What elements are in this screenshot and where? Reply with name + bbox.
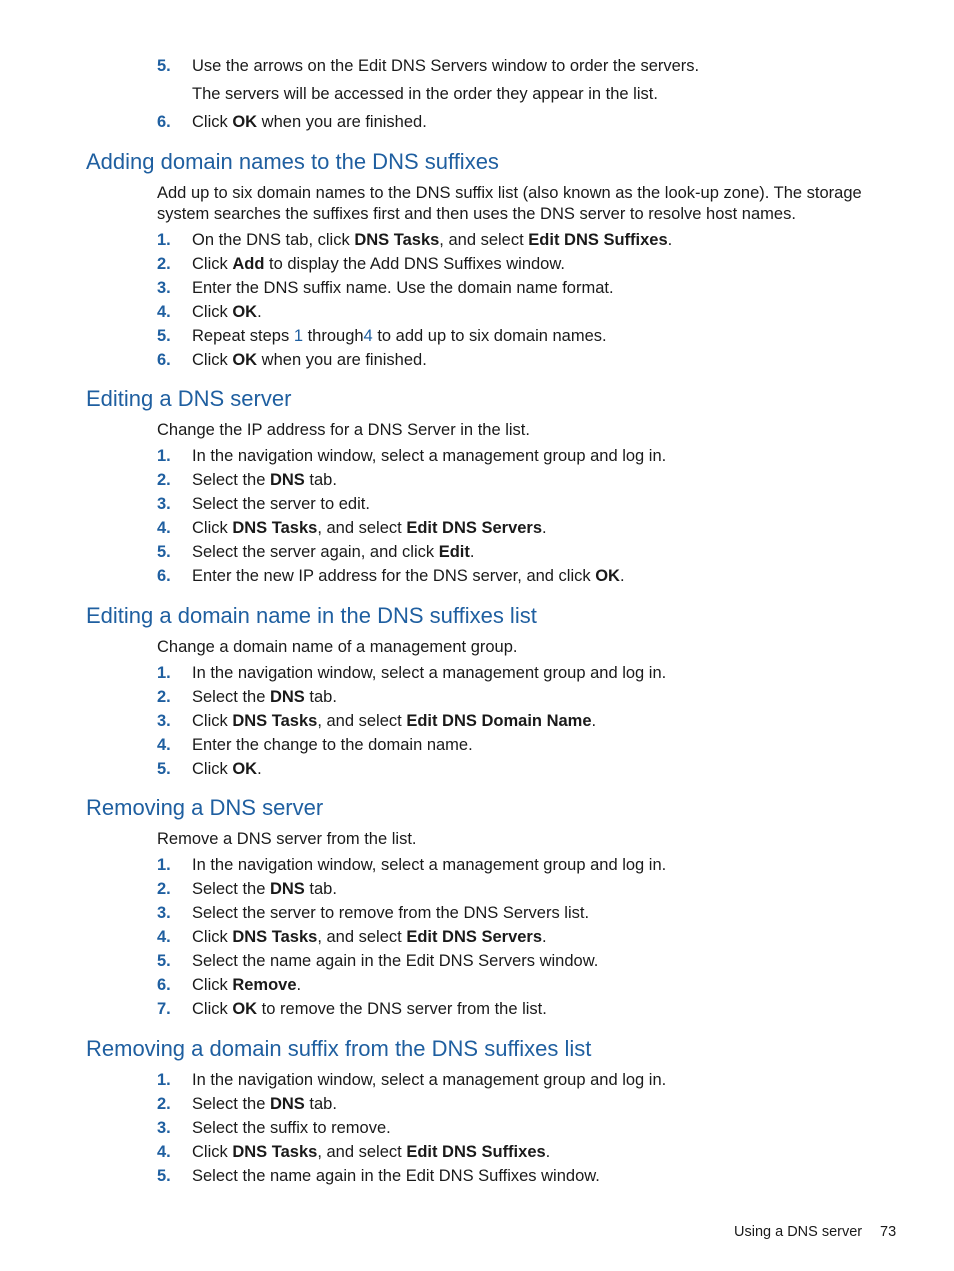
step-number: 4. [157, 1143, 171, 1161]
step-text: Use the arrows on the Edit DNS Servers window to order the servers. [192, 57, 700, 75]
step-text: Click Add to display the Add DNS Suffixes window. [192, 255, 565, 273]
step-text: Enter the change to the domain name. [192, 736, 473, 754]
step-number: 3. [157, 279, 171, 297]
step-text: Enter the new IP address for the DNS server, and click OK. [192, 567, 625, 585]
step-text: Click DNS Tasks, and select Edit DNS Domain Name. [192, 712, 597, 730]
step-text: Select the DNS tab. [192, 471, 337, 489]
step-number: 7. [157, 1000, 171, 1018]
step-text: Click OK to remove the DNS server from the list. [192, 1000, 547, 1018]
step-text: Enter the DNS suffix name. Use the domain name format. [192, 279, 614, 297]
step-number: 1. [157, 231, 171, 249]
step-number: 6. [157, 976, 171, 994]
step-number: 2. [157, 255, 171, 273]
section-description: Change the IP address for a DNS Server in the list. [157, 421, 530, 439]
step-text: Select the server to remove from the DNS Servers list. [192, 904, 590, 922]
step-text: Click OK when you are finished. [192, 113, 427, 131]
step-text: Select the DNS tab. [192, 688, 337, 706]
step-number: 4. [157, 928, 171, 946]
step-number: 2. [157, 471, 171, 489]
step-number: 6. [157, 113, 171, 131]
step-text: Click Remove. [192, 976, 302, 994]
step-number: 3. [157, 904, 171, 922]
section-description: Remove a DNS server from the list. [157, 830, 417, 848]
step-number: 5. [157, 952, 171, 970]
step-number: 4. [157, 736, 171, 754]
step-text: In the navigation window, select a management group and log in. [192, 447, 667, 465]
step-text: In the navigation window, select a management group and log in. [192, 856, 667, 874]
step-text: Click OK. [192, 303, 262, 321]
footer-section-title: Using a DNS server [734, 1224, 863, 1240]
section-heading-editing-domain-name: Editing a domain name in the DNS suffixes list [86, 603, 537, 628]
step-number: 1. [157, 447, 171, 465]
step-number: 3. [157, 495, 171, 513]
step-number: 5. [157, 760, 171, 778]
step-number: 6. [157, 567, 171, 585]
section-description: Change a domain name of a management group. [157, 638, 518, 656]
step-number: 2. [157, 688, 171, 706]
step-text: Select the name again in the Edit DNS Suffixes window. [192, 1167, 600, 1185]
step-number: 5. [157, 327, 171, 345]
footer-page-number: 73 [880, 1224, 897, 1240]
step-number: 4. [157, 303, 171, 321]
step-text: Select the name again in the Edit DNS Servers window. [192, 952, 599, 970]
step-number: 2. [157, 880, 171, 898]
step-number: 6. [157, 351, 171, 369]
step-text: In the navigation window, select a management group and log in. [192, 664, 667, 682]
step-number: 1. [157, 664, 171, 682]
step-text: On the DNS tab, click DNS Tasks, and select Edit DNS Suffixes. [192, 231, 673, 249]
section-heading-removing-dns-server: Removing a DNS server [86, 795, 324, 820]
section-description: Add up to six domain names to the DNS suffix list (also known as the look-up zone). The storage system searches the suffixes first and then uses the DNS server to resolve host names. [157, 184, 862, 223]
step-number: 5. [157, 57, 171, 75]
step-text: Click DNS Tasks, and select Edit DNS Servers. [192, 928, 547, 946]
step-link-4[interactable]: 4 [363, 327, 373, 345]
step-text: Click DNS Tasks, and select Edit DNS Suffixes. [192, 1143, 551, 1161]
step-number: 1. [157, 1071, 171, 1089]
step-text: Click OK when you are finished. [192, 351, 427, 369]
section-heading-adding-domain-names: Adding domain names to the DNS suffixes [86, 149, 499, 174]
step-number: 5. [157, 543, 171, 561]
step-text: In the navigation window, select a management group and log in. [192, 1071, 667, 1089]
section-heading-editing-dns-server: Editing a DNS server [86, 386, 292, 411]
step-text: Select the suffix to remove. [192, 1119, 391, 1137]
step-number: 2. [157, 1095, 171, 1113]
step-number: 1. [157, 856, 171, 874]
step-text: Repeat steps 1 through4 to add up to six domain names. [192, 327, 607, 345]
step-number: 4. [157, 519, 171, 537]
section-heading-removing-domain-suffix: Removing a domain suffix from the DNS suffixes list [86, 1036, 592, 1061]
step-number: 5. [157, 1167, 171, 1185]
step-number: 3. [157, 712, 171, 730]
step-text: Select the DNS tab. [192, 1095, 337, 1113]
step-text: Click OK. [192, 760, 262, 778]
step-text: Select the server again, and click Edit. [192, 543, 475, 561]
step-text: Click DNS Tasks, and select Edit DNS Servers. [192, 519, 547, 537]
step-text: Select the DNS tab. [192, 880, 337, 898]
step-text: Select the server to edit. [192, 495, 370, 513]
step-link-1[interactable]: 1 [293, 327, 303, 345]
step-note: The servers will be accessed in the order they appear in the list. [192, 85, 658, 103]
step-number: 3. [157, 1119, 171, 1137]
